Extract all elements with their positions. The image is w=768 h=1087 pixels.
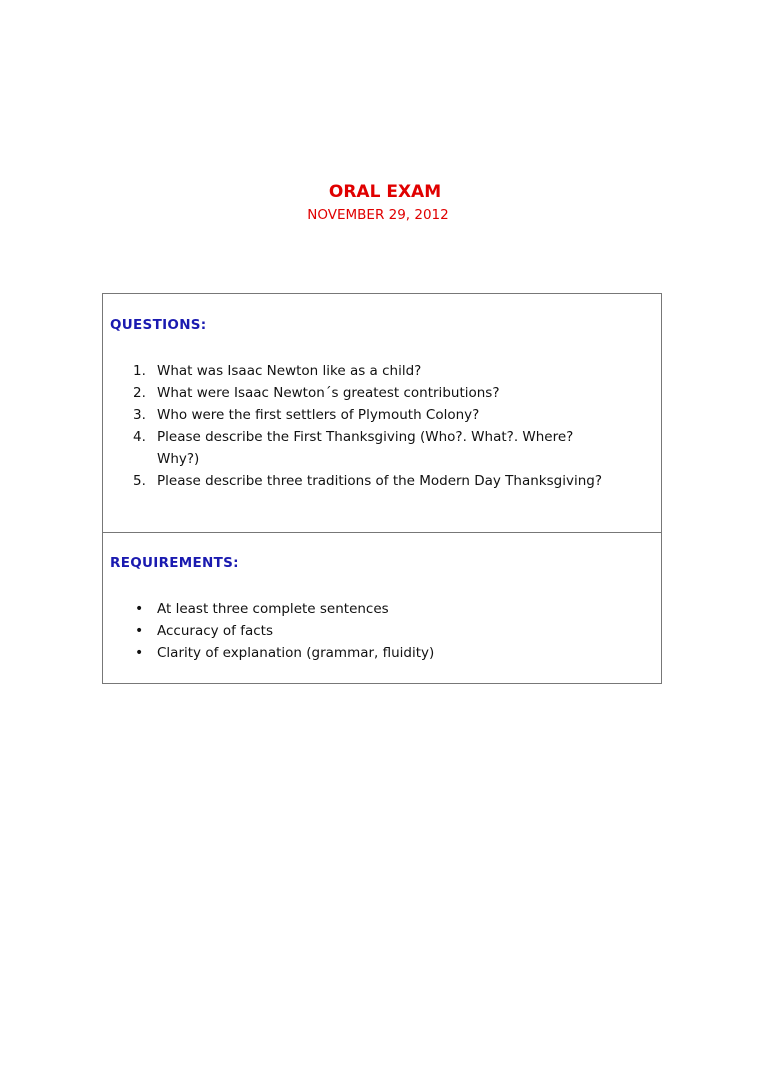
question-number: 5. [133,473,146,489]
questions-section [102,293,662,533]
question-text: Please describe three traditions of the Modern Day Thanksgiving? [157,473,602,489]
question-text: What was Isaac Newton like as a child? [157,363,422,379]
bullet-icon: • [135,601,144,617]
requirement-text: Accuracy of facts [157,623,274,639]
question-item [103,470,657,492]
question-number: 2. [133,385,146,401]
requirement-item [103,598,657,620]
question-text: Who were the first settlers of Plymouth Colony? [157,407,480,423]
question-number: 1. [133,363,146,379]
question-item [103,382,657,404]
question-number: 4. [133,429,146,445]
requirement-text: Clarity of explanation (grammar, fluidity) [157,645,435,661]
requirement-text: At least three complete sentences [157,601,389,617]
question-text: Please describe the First Thanksgiving (Who?. What?. Where? Why?) [157,429,574,467]
requirement-item [103,642,657,664]
requirement-item [103,620,657,642]
exam-title: ORAL EXAM [328,182,442,202]
requirements-list [103,598,657,664]
question-text: What were Isaac Newton´s greatest contributions? [157,385,500,401]
question-item [103,426,617,470]
questions-heading: QUESTIONS: [110,317,207,333]
question-item [103,360,657,382]
bullet-icon: • [135,645,144,661]
question-item [103,404,657,426]
requirements-heading: REQUIREMENTS: [110,555,239,571]
bullet-icon: • [135,623,144,639]
question-number: 3. [133,407,146,423]
exam-date: NOVEMBER 29, 2012 [307,207,449,223]
questions-list [103,360,657,492]
requirements-section [102,532,662,684]
